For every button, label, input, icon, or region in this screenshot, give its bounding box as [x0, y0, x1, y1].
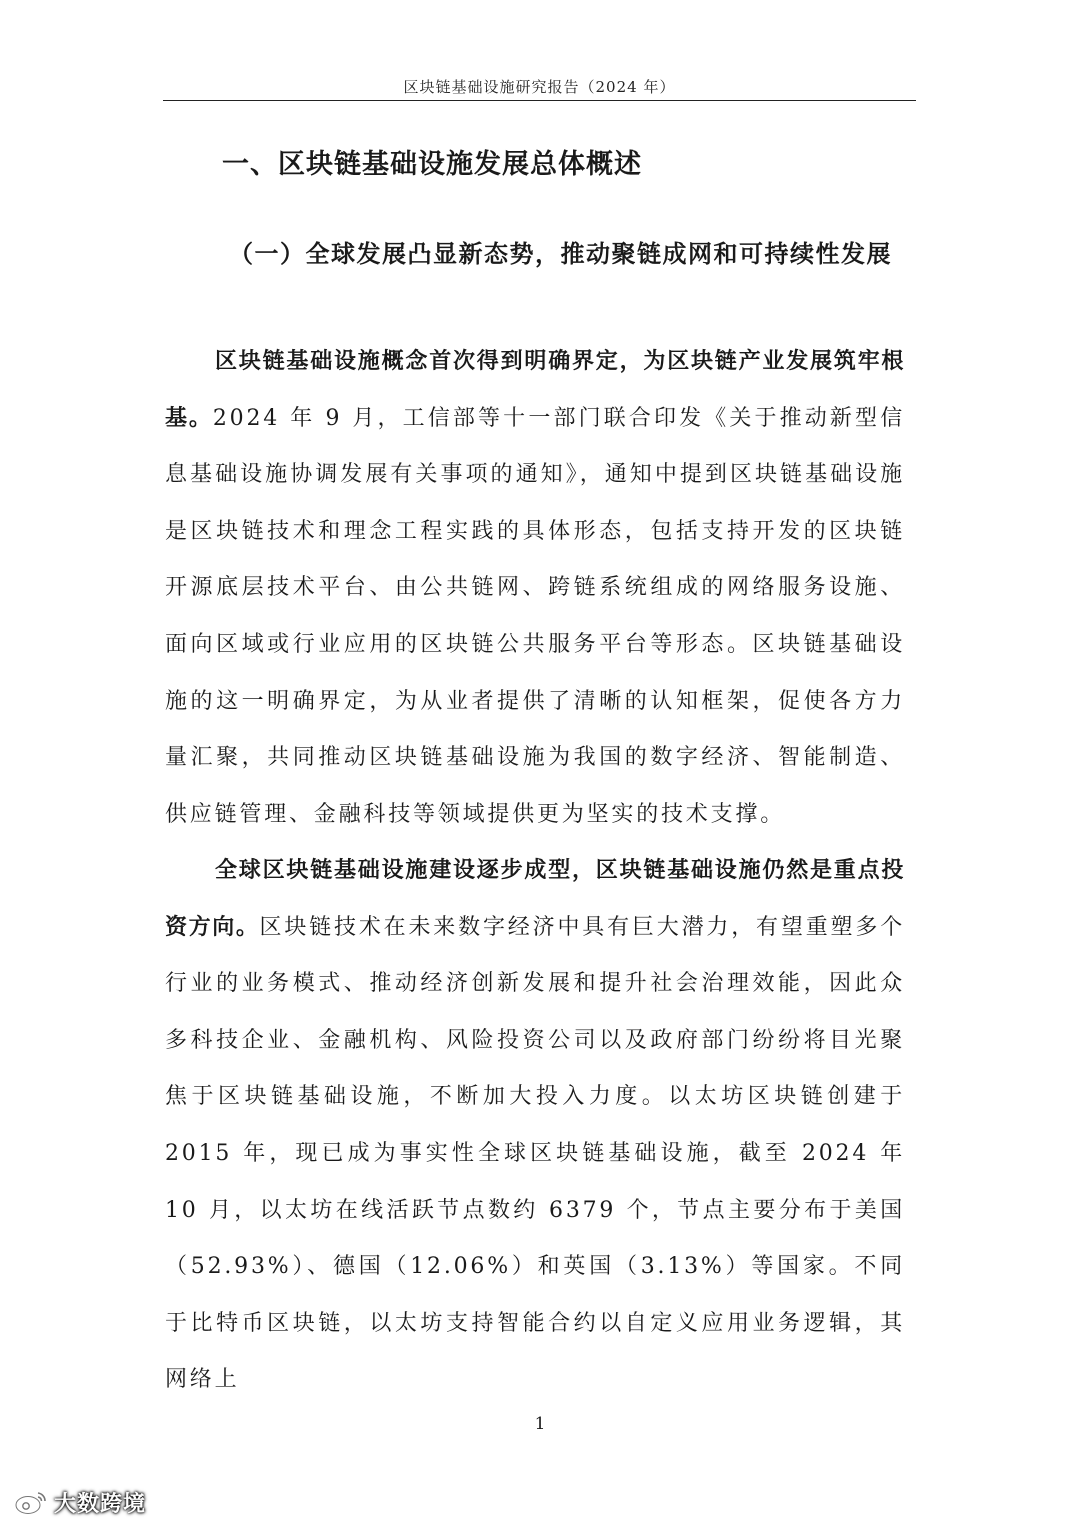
subsection-heading: （一）全球发展凸显新态势，推动聚链成网和可持续性发展 — [229, 240, 892, 268]
watermark — [14, 1487, 146, 1518]
page-number: 1 — [534, 1414, 546, 1434]
paragraph-1 — [165, 334, 905, 843]
paragraph-2 — [165, 843, 905, 1409]
paragraph-2-body: 区块链技术在未来数字经济中具有巨大潜力，有望重塑多个行业的业务模式、推动经济创新发展和提升社会治理效能，因此众多科技企业、金融机构、风险投资公司以及政府部门纷纷将目光聚焦于区块链基础设施，不断加大投入力度。以太坊区块链创建于 2015 年，现已成为事实性全球区块链基础设施，截至 2024 年 10 月，以太坊在线活跃节点数约 6379 个，节点主要分布于美国（52.93%）、德国（12.06%）和英国（3.13%）等国家。不同于比特币区块链，以太坊支持智能合约以自定义应用业务逻辑，其网络上 — [165, 914, 905, 1393]
paragraph-2-lead: 全球区块链基础设施建设逐步成型，区块链基础设施仍然是重点投资方向。 — [165, 858, 905, 940]
paragraph-1-body: 2024 年 9 月，工信部等十一部门联合印发《关于推动新型信息基础设施协调发展有关事项的通知》，通知中提到区块链基础设施是区块链技术和理念工程实践的具体形态，包括支持开发的区块链开源底层技术平台、由公共链网、跨链系统组成的网络服务设施、面向区域或行业应用的区块链公共服务平台等形态。区块链基础设施的这一明确界定，为从业者提供了清晰的认知框架，促使各方力量汇聚，共同推动区块链基础设施为我国的数字经济、智能制造、供应链管理、金融科技等领域提供更为坚实的技术支撑。 — [165, 405, 905, 827]
paragraph-1-lead: 区块链基础设施概念首次得到明确界定，为区块链产业发展筑牢根基。 — [165, 349, 905, 431]
running-header: 区块链基础设施研究报告（2024 年） — [403, 78, 676, 96]
section-heading: 一、区块链基础设施发展总体概述 — [222, 149, 642, 180]
weibo-logo-icon — [14, 1490, 48, 1516]
watermark-text: 大数跨境 — [54, 1492, 147, 1517]
header-rule — [163, 100, 916, 101]
